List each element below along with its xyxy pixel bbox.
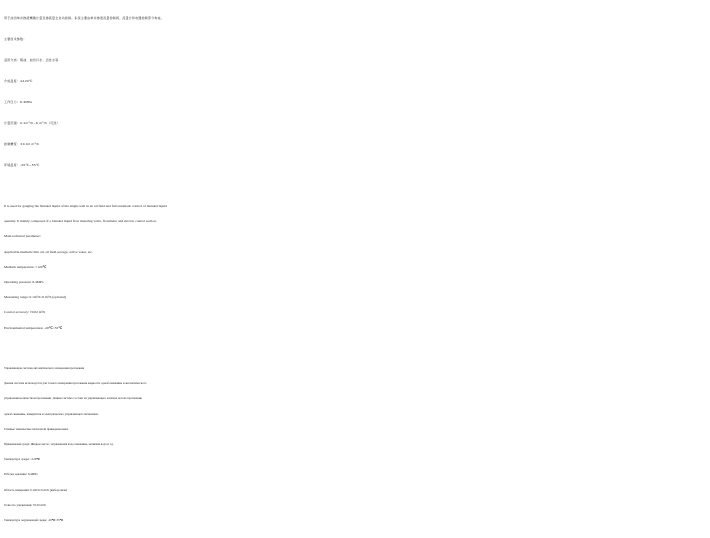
ru-accuracy-line: Точность управления: ±0.02 m³/h bbox=[4, 502, 47, 507]
zh-env-temp-line: 环境温度：-20℃~55℃ bbox=[4, 163, 40, 167]
zh-accuracy-line: 控制精度：±0.02 m³/h bbox=[4, 142, 40, 146]
ru-pressure-line: Рабочее давление: 6.4MPa bbox=[4, 472, 38, 477]
en-accuracy-line: Control accuracy: ±0.02 m³/h bbox=[4, 310, 46, 315]
ru-title-line: Управляющая система автоматического измерения протекания bbox=[4, 366, 85, 370]
zh-range-line: 计量范围：0.1m³/h~6 m³/h（可选） bbox=[4, 121, 60, 125]
ru-range-line: Область измерения: 0.1m³/h~6 m³/h (выборочная) bbox=[4, 487, 67, 492]
zh-pressure-line: 工作压力：6.4MPa bbox=[4, 100, 33, 104]
en-intro-line-2: quantity. It mainly composed of a blended liquid flow metering valve, flowmeter and electric control section. bbox=[4, 219, 157, 224]
en-medium-temp-line: Medium temperature: ≤120℃ bbox=[4, 264, 47, 269]
en-params-heading: Main technical parameter: bbox=[4, 234, 41, 239]
en-range-line: Measuring range: 0.1m³/h~6 m³/h (optional) bbox=[4, 295, 67, 300]
en-medium-line: Applicable medium: thin oil, oil field sewage, active water, etc. bbox=[4, 249, 93, 254]
ru-env-temp-line: Температура окружающей среды: -20℃~55℃ bbox=[4, 517, 64, 522]
ru-params-heading: Главные технические пахазатели приведены ниже. bbox=[4, 426, 69, 431]
zh-intro-line: 用于油田单井掺液精确计量及掺液量全自动控制。系统主要由单井掺液流量控制阀、流量计和电器控制部分构成。 bbox=[4, 16, 165, 20]
ru-intro-line-2: управления количеством протекания. Данная система состоит из управляющего клапана потока протекания bbox=[4, 396, 142, 401]
russian-section bbox=[4, 361, 708, 528]
english-section bbox=[4, 199, 708, 336]
en-pressure-line: Operating pressure: 6.4MPa bbox=[4, 279, 44, 284]
en-env-temp-line: Environmental temperature: -20℃~55℃ bbox=[4, 325, 63, 330]
ru-intro-line-1: Данная система используется для точного измерения протекания жидкости одной скважины и автоматического bbox=[4, 381, 147, 386]
zh-params-heading: 主要技术参数： bbox=[4, 37, 27, 41]
ru-medium-temp-line: Температура среды: ≤120℃ bbox=[4, 457, 40, 462]
ru-medium-line: Применяемая среда: Жидкое масло, загрязненная вода скважины, активная вода и т.д. bbox=[4, 441, 114, 446]
zh-medium-temp-line: 介质温度：≤120℃ bbox=[4, 79, 33, 83]
chinese-section bbox=[4, 8, 708, 176]
en-intro-line-1: It is used for gauging the blended liquid of the single-well in an oil field and full automatic control of blended liquid bbox=[4, 204, 167, 208]
zh-medium-line: 适用介质：稀油、油田污水、活性水等 bbox=[4, 58, 59, 62]
ru-intro-line-3: одной скважины, измерителя и электрического управляющего механизма. bbox=[4, 411, 99, 416]
